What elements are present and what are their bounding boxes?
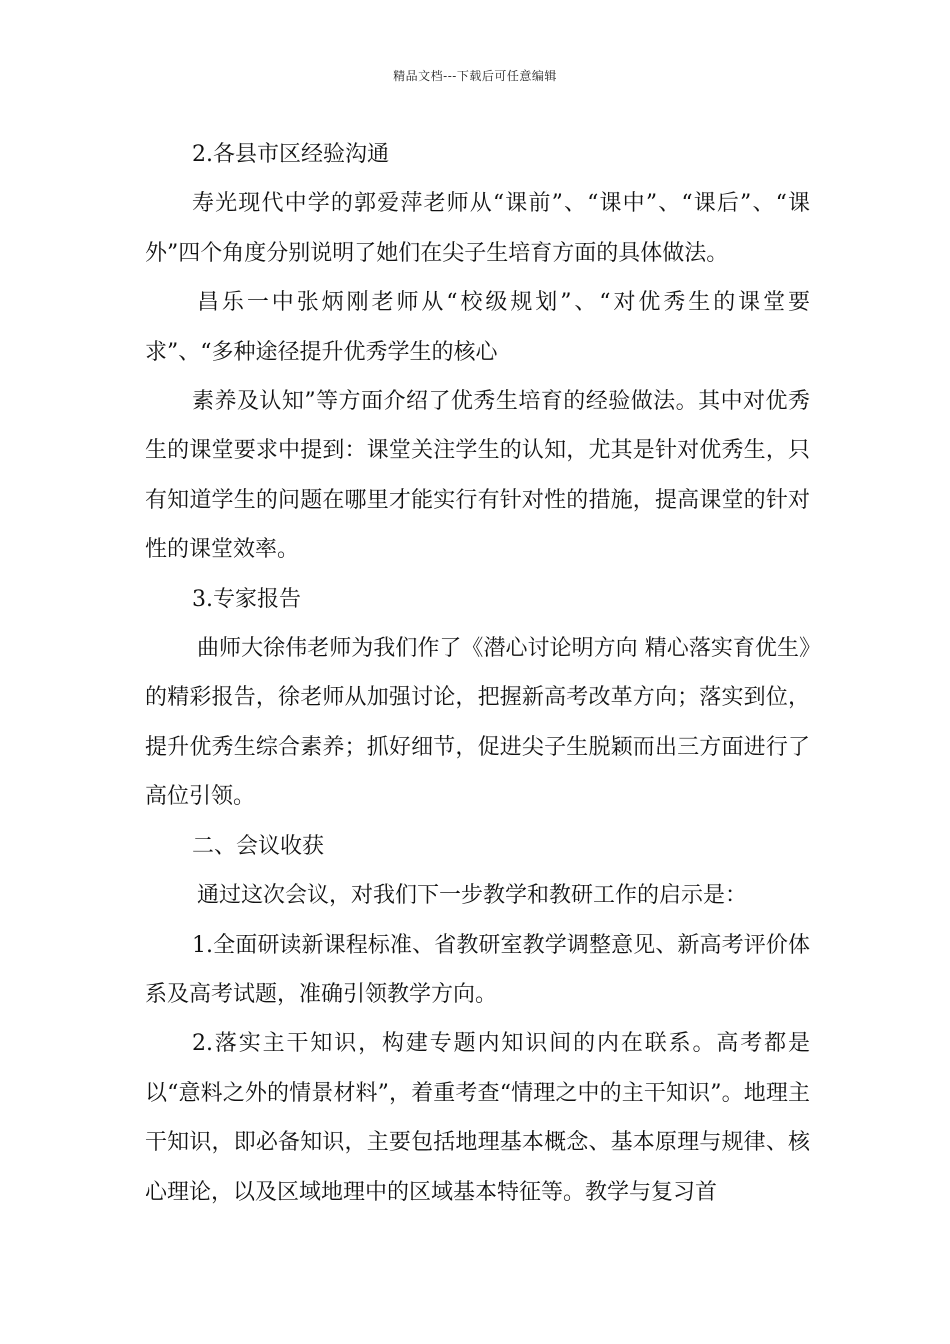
paragraph-changle-continued: 素养及认知”等方面介绍了优秀生培育的经验做法。其中对优秀生的课堂要求中提到：课堂关注学生的认知，尤其是针对优秀生，只有知道学生的问题在哪里才能实行有针对性的措施，提高课堂的针对性的课堂效率。: [145, 389, 810, 563]
paragraph-shouguang-school: 寿光现代中学的郭爱萍老师从“课前”、“课中”、“课后”、“课外”四个角度分别说明了她们在尖子生培育方面的具体做法。: [145, 191, 810, 266]
paragraph-changle-school: 昌乐一中张炳刚老师从“校级规划”、“对优秀生的课堂要求”、“多种途径提升优秀学生的核心: [145, 290, 810, 365]
paragraph-expert-report: 曲师大徐伟老师为我们作了《潜心讨论明方向 精心落实育优生》的精彩报告，徐老师从加强讨论，把握新高考改革方向；落实到位，提升优秀生综合素养；抓好细节，促进尖子生脱颖而出三方面进行了高位引领。: [145, 636, 810, 810]
paragraph-meeting-gains-heading: 二、会议收获: [192, 833, 325, 859]
document-body: [145, 130, 810, 1217]
paragraph-meeting-gains-intro: 通过这次会议，对我们下一步教学和教研工作的启示是：: [197, 883, 748, 909]
page-header: 精品文档---下载后可任意编辑: [393, 69, 557, 83]
paragraph-gain-item-1: 1.全面研读新课程标准、省教研室教学调整意见、新高考评价体系及高考试题，准确引领教学方向。: [145, 932, 810, 1007]
paragraph-county-exchange-heading: 2.各县市区经验沟通: [192, 142, 389, 167]
paragraph-expert-report-heading: 3.专家报告: [192, 586, 301, 612]
paragraph-gain-item-2: 2.落实主干知识，构建专题内知识间的内在联系。高考都是以“意料之外的情景材料”，着重考查“情理之中的主干知识”。地理主干知识，即必备知识，主要包括地理基本概念、基本原理与规律、核心理论，以及区域地理中的区域基本特征等。教学与复习首: [145, 1031, 810, 1205]
